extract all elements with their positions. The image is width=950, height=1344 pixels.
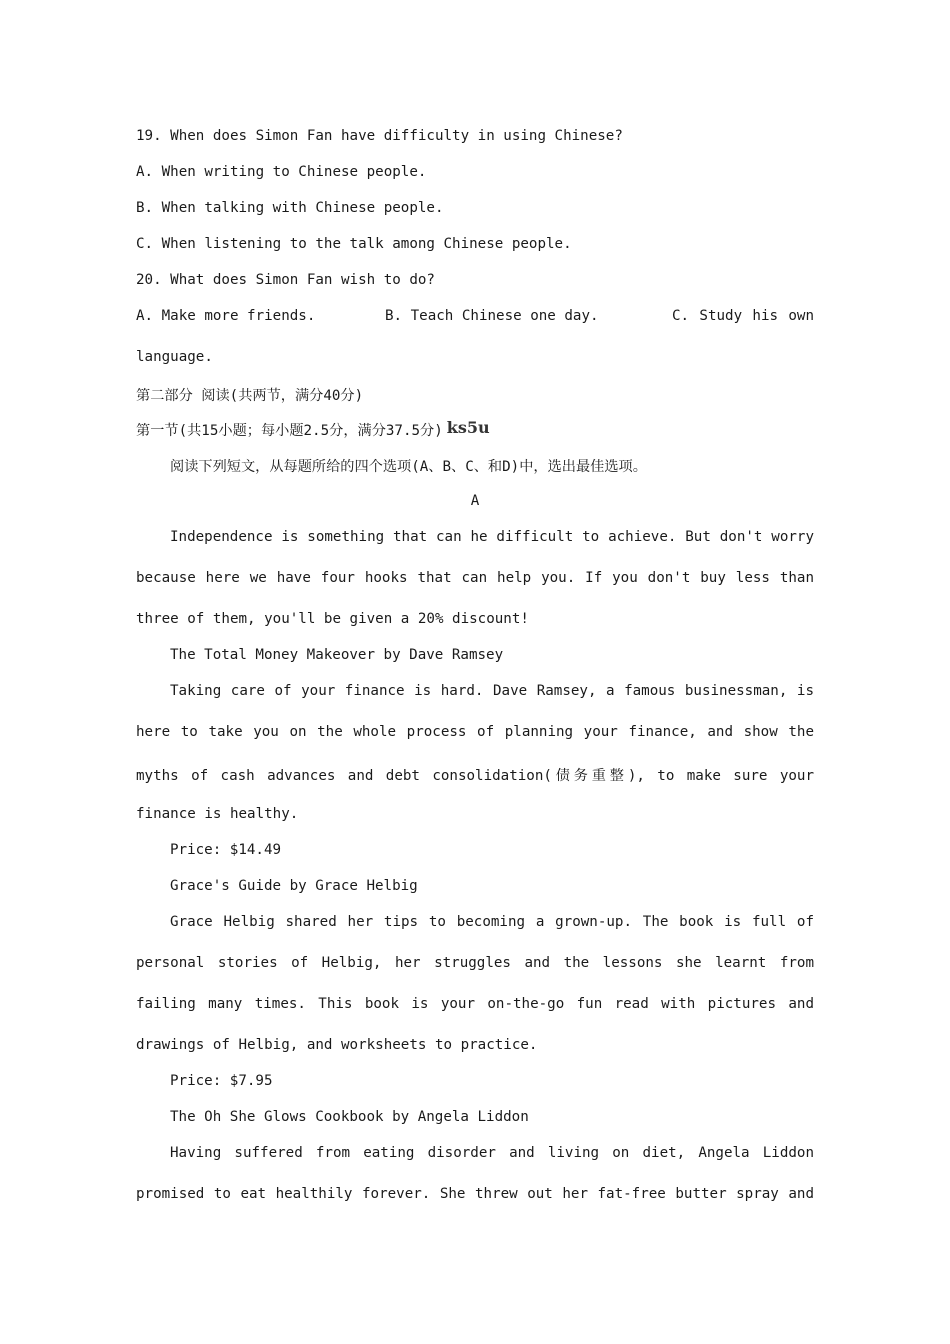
paragraph-line: here to take you on the whole process of planning your finance, and show the bbox=[136, 724, 814, 740]
paragraph-line: three of them, you'll be given a 20% discount! bbox=[136, 611, 529, 627]
paragraph-line: Independence is something that can he difficult to achieve. But don't worry bbox=[170, 529, 814, 545]
paragraph-line: Grace Helbig shared her tips to becoming a grown-up. The book is full of bbox=[170, 914, 814, 930]
passage-letter: A bbox=[470, 493, 480, 509]
paragraph-line: failing many times. This book is your on-the-go fun read with pictures and bbox=[136, 996, 814, 1012]
book-price: Price: $7.95 bbox=[170, 1073, 273, 1089]
paragraph-line: promised to eat healthily forever. She threw out her fat-free butter spray and bbox=[136, 1186, 814, 1202]
watermark: ks5u bbox=[446, 418, 490, 437]
book-title: The Oh She Glows Cookbook by Angela Liddon bbox=[170, 1109, 529, 1125]
paragraph-line: myths of cash advances and debt consolidation(债务重整), to make sure your bbox=[136, 768, 814, 784]
paragraph-line: Having suffered from eating disorder and living on diet, Angela Liddon bbox=[170, 1145, 814, 1161]
paragraph-line: Taking care of your finance is hard. Dave Ramsey, a famous businessman, is bbox=[170, 683, 814, 699]
paragraph-line: because here we have four hooks that can help you. If you don't buy less than bbox=[136, 570, 814, 586]
paragraph-line: personal stories of Helbig, her struggles and the lessons she learnt from bbox=[136, 955, 814, 971]
book-price: Price: $14.49 bbox=[170, 842, 282, 858]
question-19: 19. When does Simon Fan have difficulty in using Chinese? bbox=[136, 128, 623, 144]
subsection-title: 第一节(共15小题；每小题2.5分，满分37.5分) ks5u bbox=[136, 418, 490, 439]
paragraph-line: drawings of Helbig, and worksheets to practice. bbox=[136, 1037, 538, 1053]
book-title: Grace's Guide by Grace Helbig bbox=[170, 878, 418, 894]
question-20: 20. What does Simon Fan wish to do? bbox=[136, 272, 435, 288]
instructions: 阅读下列短文，从每题所给的四个选项(A、B、C、和D)中，选出最佳选项。 bbox=[170, 459, 647, 475]
part-title: 第二部分 阅读(共两节，满分40分) bbox=[136, 388, 364, 404]
question-20-option-c-continued: language. bbox=[136, 349, 213, 365]
question-20-option-c: C. Study his own bbox=[672, 308, 814, 324]
question-19-option-a: A. When writing to Chinese people. bbox=[136, 164, 427, 180]
question-19-option-c: C. When listening to the talk among Chinese people. bbox=[136, 236, 572, 252]
question-20-option-a: A. Make more friends. bbox=[136, 308, 316, 324]
question-20-option-b: B. Teach Chinese one day. bbox=[385, 308, 599, 324]
paragraph-line: finance is healthy. bbox=[136, 806, 299, 822]
question-19-option-b: B. When talking with Chinese people. bbox=[136, 200, 444, 216]
book-title: The Total Money Makeover by Dave Ramsey bbox=[170, 647, 504, 663]
